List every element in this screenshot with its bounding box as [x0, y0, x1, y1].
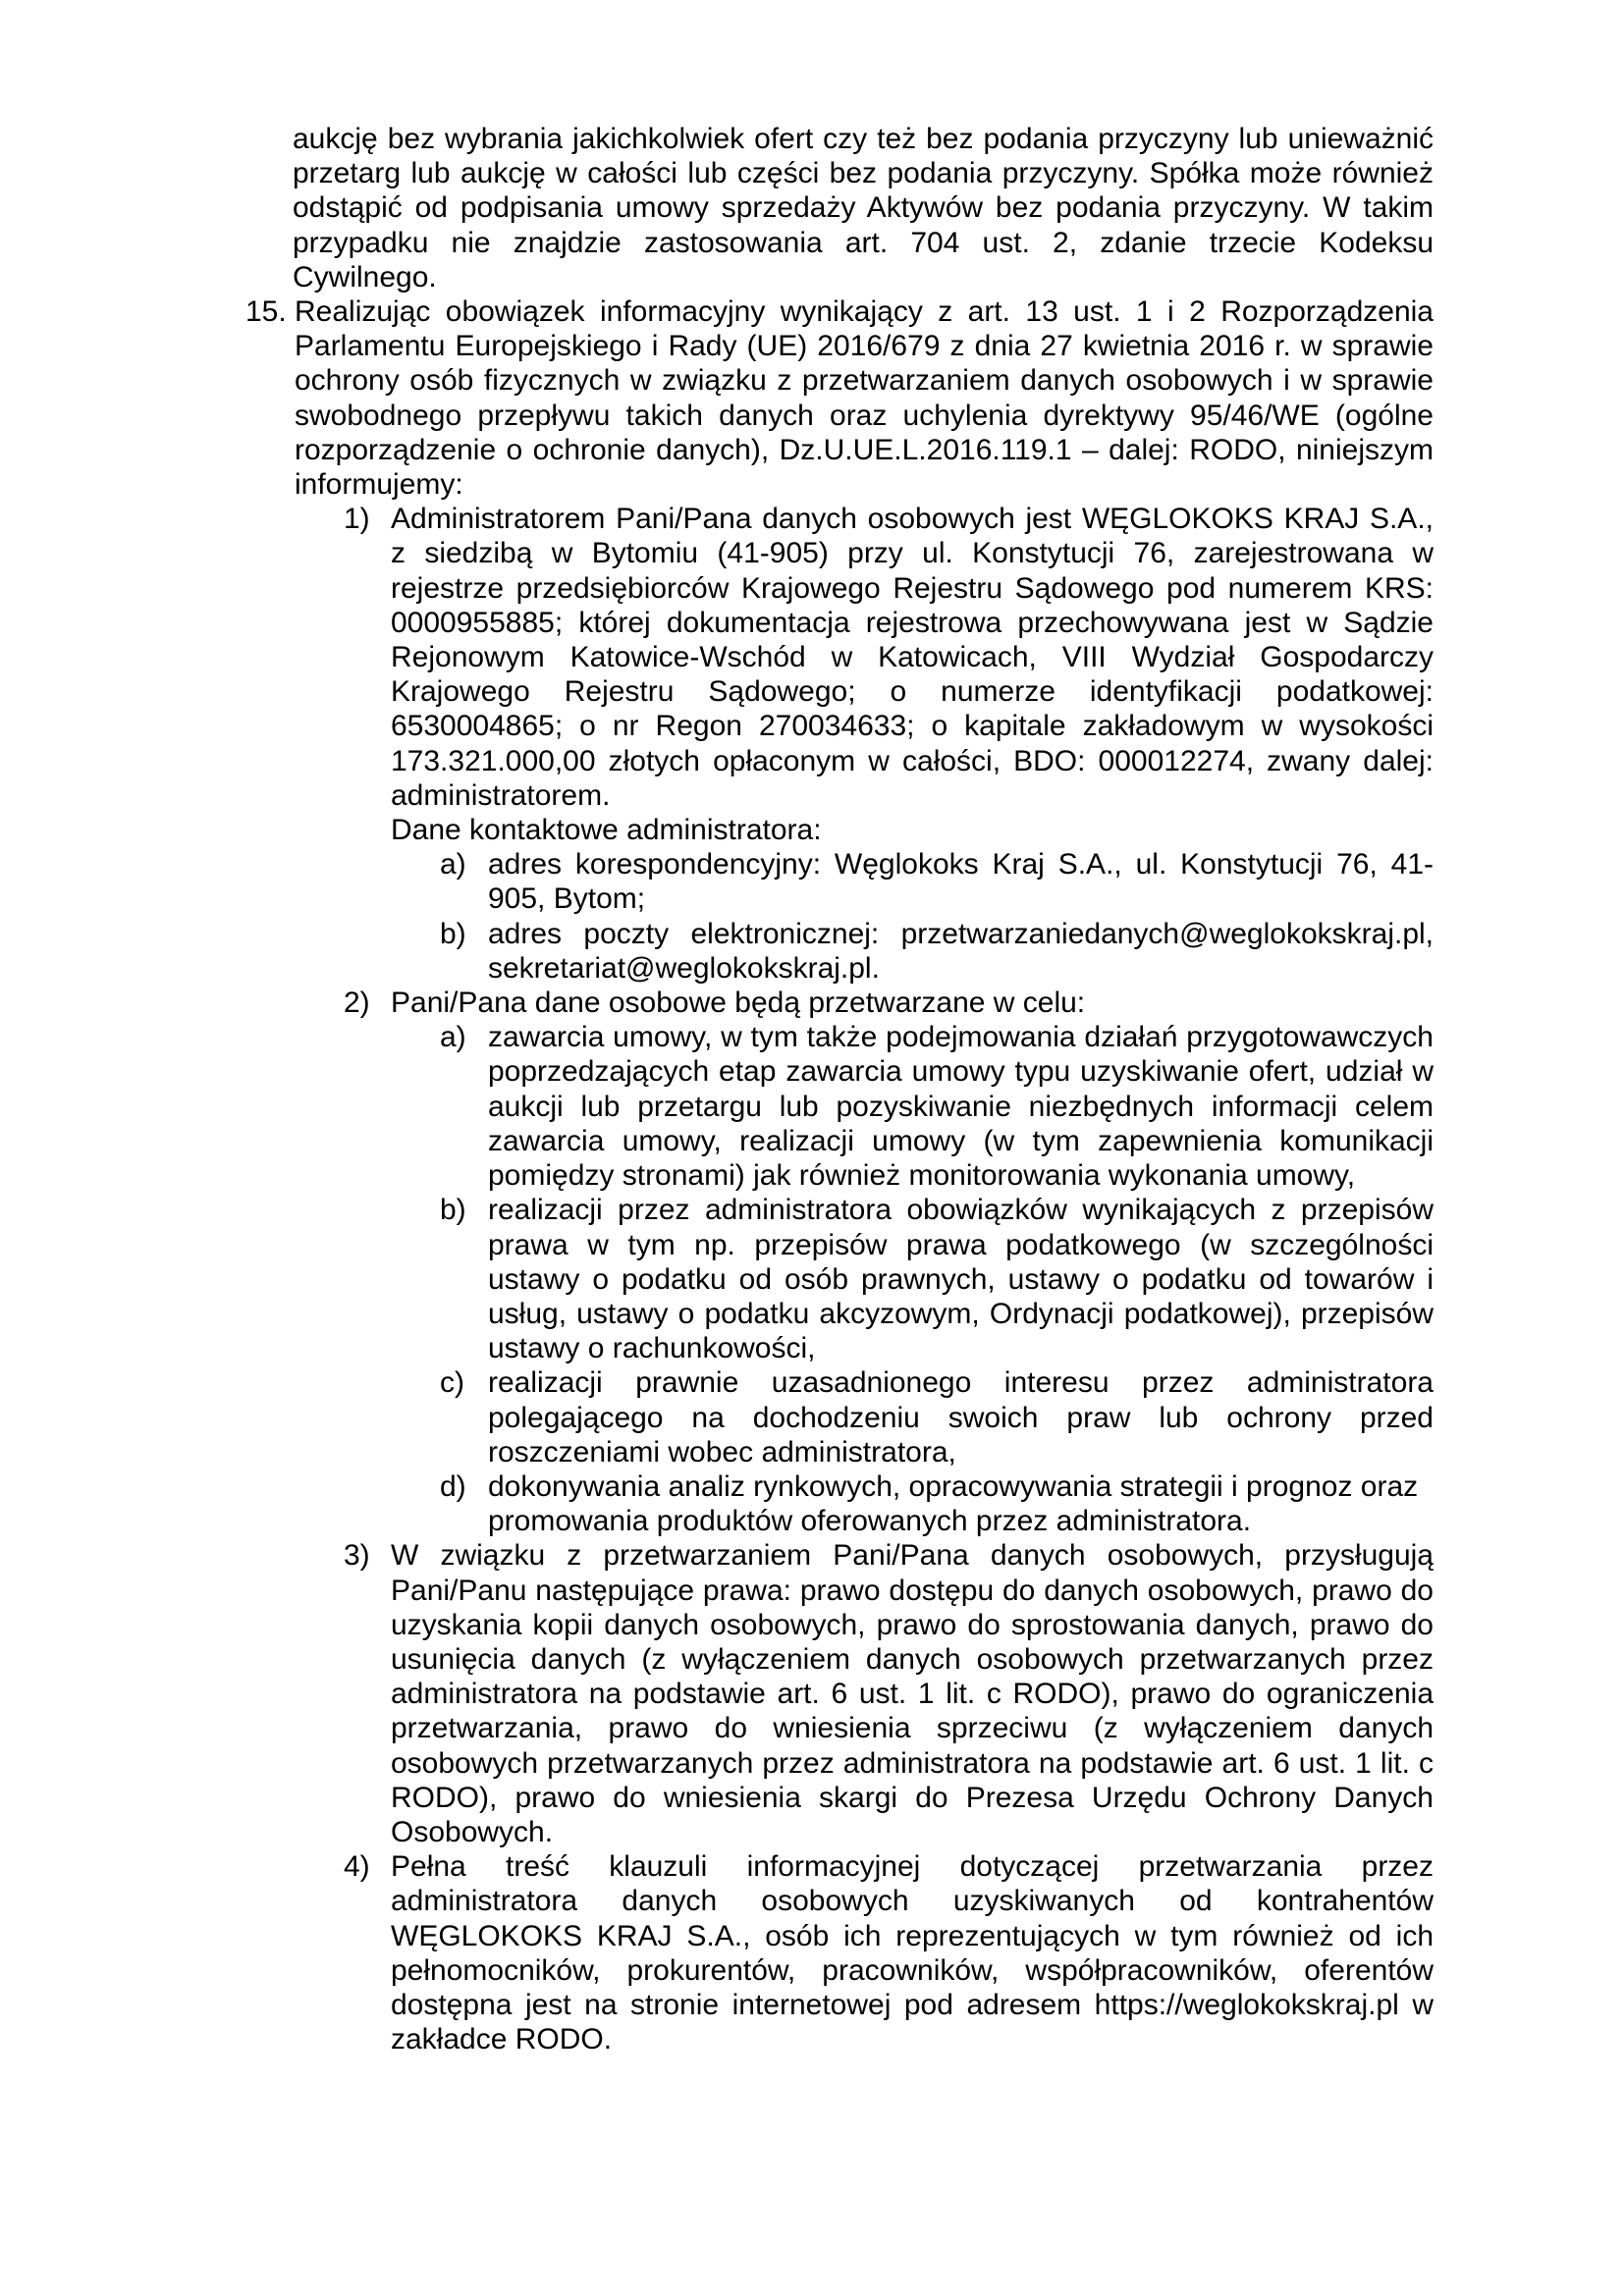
contacts-heading: Dane kontaktowe administratora: [391, 814, 822, 847]
sub-item-1-number: 1) [344, 503, 370, 536]
contact-item-a-number: a) [440, 848, 466, 881]
purpose-item-c-text: realizacji prawnie uzasadnionego interesu przez administratora polegającego na dochodzeniu swoich praw lub ochrony przed roszczeniami wobec administratora, [488, 1366, 1434, 1468]
sub-item-3 [344, 1538, 1434, 1849]
list-item-15-text: Realizując obowiązek informacyjny wynikający z art. 13 ust. 1 i 2 Rozporządzenia Parlamentu Europejskiego i Rady (UE) 2016/679 z dnia 27 kwietnia 2016 r. w sprawie ochrony osób fizycznych w związku z przetwarzaniem danych osobowych i w sprawie swobodnego przepływu takich danych oraz uchylenia dyrektywy 95/46/WE (ogólne rozporządzenie o ochronie danych), Dz.U.UE.L.2016.119.1 – dalej: RODO, niniejszym informujemy: [295, 295, 1434, 502]
sub-item-1-body [391, 502, 1434, 986]
sub-item-2-text: Pani/Pana dane osobowe będą przetwarzane w celu: [391, 987, 1086, 1020]
contact-item-b-text: adres poczty elektronicznej: przetwarzaniedanych@weglokokskraj.pl, sekretariat@weglokokskraj.pl. [488, 917, 1434, 985]
contact-item-a-text: adres korespondencyjny: Węglokoks Kraj S.A., ul. Konstytucji 76, 41-905, Bytom; [488, 848, 1434, 916]
purpose-item-c-number: c) [440, 1366, 464, 1400]
sub-item-4 [344, 1849, 1434, 2056]
sub-item-4-number: 4) [344, 1850, 370, 1884]
contact-item-b [440, 917, 1434, 986]
sub-item-3-text: W związku z przetwarzaniem Pani/Pana danych osobowych, przysługują Pani/Panu następujące prawa: prawo dostępu do danych osobowych, prawo do uzyskania kopii danych osobowych, prawo do sprostowania danych, prawo do usunięcia danych (z wyłączeniem danych osobowych przetwarzanych przez administratora na podstawie art. 6 ust. 1 lit. c RODO), prawo do ograniczenia przetwarzania, prawo do wniesienia sprzeciwu (z wyłączeniem danych osobowych przetwarzanych przez administratora na podstawie art. 6 ust. 1 lit. c RODO), prawo do wniesienia skargi do Prezesa Urzędu Ochrony Danych Osobowych. [391, 1539, 1434, 1848]
contact-item-a [440, 847, 1434, 916]
purpose-item-d [440, 1469, 1434, 1538]
purpose-item-b [440, 1193, 1434, 1365]
list-item-15-body [295, 294, 1434, 2056]
sub-item-1-text: Administratorem Pani/Pana danych osobowych jest WĘGLOKOKS KRAJ S.A., z siedzibą w Bytomiu (41-905) przy ul. Konstytucji 76, zarejestrowana w rejestrze przedsiębiorców Krajowego Rejestru Sądowego pod numerem KRS: 0000955885; której dokumentacja rejestrowa przechowywana jest w Sądzie Rejonowym Katowice-Wschód w Katowicach, VIII Wydział Gospodarczy Krajowego Rejestru Sądowego; o numerze identyfikacji podatkowej: 6530004865; o nr Regon 270034633; o kapitale zakładowym w wysokości 173.321.000,00 złotych opłaconym w całości, BDO: 000012274, zwany dalej: administratorem. [391, 503, 1434, 812]
sub-item-3-number: 3) [344, 1539, 370, 1573]
sub-item-2-number: 2) [344, 987, 370, 1020]
purpose-item-c [440, 1365, 1434, 1469]
sub-item-1 [344, 502, 1434, 986]
purpose-item-a-text: zawarcia umowy, w tym także podejmowania działań przygotowawczych poprzedzających etap zawarcia umowy typu uzyskiwanie ofert, udział w aukcji lub przetargu lub pozyskiwanie niezbędnych informacji celem zawarcia umowy, realizacji umowy (w tym zapewnienia komunikacji pomiędzy stronami) jak również monitorowania wykonania umowy, [488, 1021, 1434, 1193]
purpose-item-a-number: a) [440, 1021, 466, 1054]
purpose-item-a [440, 1020, 1434, 1193]
purpose-item-b-text: realizacji przez administratora obowiązków wynikających z przepisów prawa w tym np. przepisów prawa podatkowego (w szczególności ustawy o podatku od osób prawnych, ustawy o podatku od towarów i usług, ustawy o podatku akcyzowym, Ordynacji podatkowej), przepisów ustawy o rachunkowości, [488, 1194, 1434, 1365]
purpose-item-b-number: b) [440, 1194, 466, 1227]
sub-item-2-body [391, 986, 1434, 1538]
purpose-item-d-text: dokonywania analiz rynkowych, opracowywania strategii i prognoz oraz promowania produktów oferowanych przez administratora. [488, 1469, 1419, 1538]
sub-item-2 [344, 986, 1434, 1538]
purpose-item-d-number: d) [440, 1469, 466, 1503]
sub-item-4-text: Pełna treść klauzuli informacyjnej dotyczącej przetwarzania przez administratora danych osobowych uzyskiwanych od kontrahentów WĘGLOKOKS KRAJ S.A., osób ich reprezentujących w tym również od ich pełnomocników, prokurentów, pracowników, współpracowników, oferentów dostępna jest na stronie internetowej pod adresem https://weglokokskraj.pl w zakładce RODO. [391, 1850, 1434, 2056]
contact-item-b-number: b) [440, 917, 466, 950]
list-item-15-number: 15. [245, 295, 287, 329]
paragraph-continuation: aukcję bez wybrania jakichkolwiek ofert czy też bez podania przyczyny lub unieważnić przetarg lub aukcję w całości lub części bez podania przyczyny. Spółka może również odstąpić od podpisania umowy sprzedaży Aktywów bez podania przyczyny. W takim przypadku nie znajdzie zastosowania art. 704 ust. 2, zdanie trzecie Kodeksu Cywilnego. [293, 123, 1434, 294]
list-item-15 [245, 294, 1434, 2056]
